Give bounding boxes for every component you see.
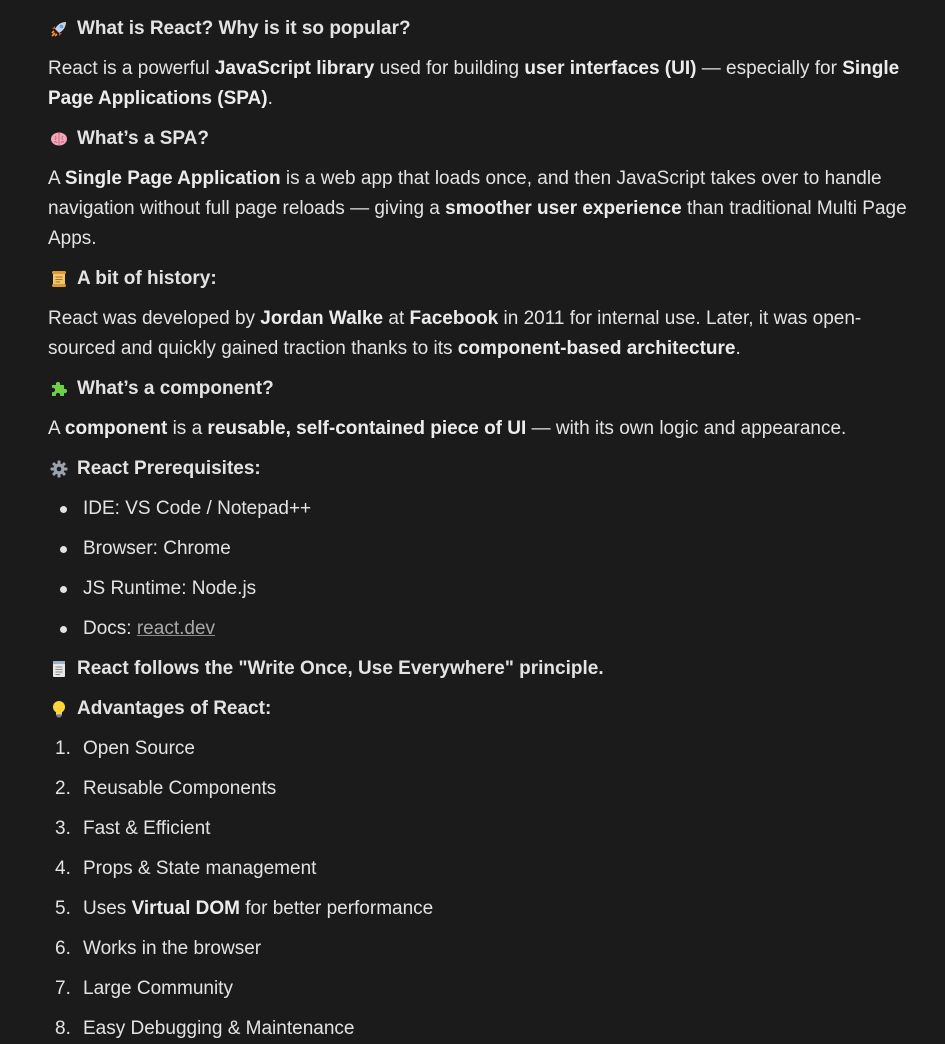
list-item: Docs: react.dev <box>48 614 915 644</box>
heading-principle: React follows the "Write Once, Use Everywhere" principle. <box>48 654 915 684</box>
heading-what-is-react: What is React? Why is it so popular? <box>48 14 915 44</box>
paragraph-what-is-react: React is a powerful JavaScript library used for building user interfaces (UI) — especially for Single Page Applications (SPA). <box>48 58 900 109</box>
heading-history: A bit of history: <box>48 264 915 294</box>
list-item: 1. Open Source <box>55 738 195 759</box>
list-item: 2. Reusable Components <box>55 778 277 799</box>
react-dev-link[interactable]: react.dev <box>136 618 216 639</box>
list-item: 6. Works in the browser <box>55 938 262 959</box>
light-bulb-icon <box>48 698 70 720</box>
heading-prerequisites: React Prerequisites: <box>48 454 915 484</box>
list-item: JS Runtime: Node.js <box>48 574 915 604</box>
list-item: 8. Easy Debugging & Maintenance <box>55 1018 355 1039</box>
gear-icon <box>48 458 70 480</box>
list-item: Browser: Chrome <box>48 534 915 564</box>
list-item: IDE: VS Code / Notepad++ <box>48 494 915 524</box>
advantages-list <box>48 734 915 1044</box>
scroll-icon <box>48 268 70 290</box>
brain-icon <box>48 128 70 150</box>
list-item: 5. Uses Virtual DOM for better performance <box>55 898 434 919</box>
puzzle-piece-icon <box>48 378 70 400</box>
list-item: 4. Props & State management <box>55 858 317 879</box>
heading-advantages: Advantages of React: <box>48 694 915 724</box>
prerequisites-list <box>48 494 915 644</box>
paragraph-spa: A Single Page Application is a web app that loads once, and then JavaScript takes over to handle navigation without full page reloads — giving a smoother user experience than traditional Multi Page Apps. <box>48 168 907 249</box>
paragraph-component: A component is a reusable, self-contained piece of UI — with its own logic and appearance. <box>48 418 847 439</box>
memo-icon <box>48 658 70 680</box>
heading-component: What’s a component? <box>48 374 915 404</box>
list-item: 3. Fast & Efficient <box>55 818 211 839</box>
heading-spa: What’s a SPA? <box>48 124 915 154</box>
rocket-icon <box>48 18 70 40</box>
list-item: 7. Large Community <box>55 978 233 999</box>
paragraph-history: React was developed by Jordan Walke at Facebook in 2011 for internal use. Later, it was open-sourced and quickly gained traction thanks to its component-based architecture. <box>48 308 862 359</box>
